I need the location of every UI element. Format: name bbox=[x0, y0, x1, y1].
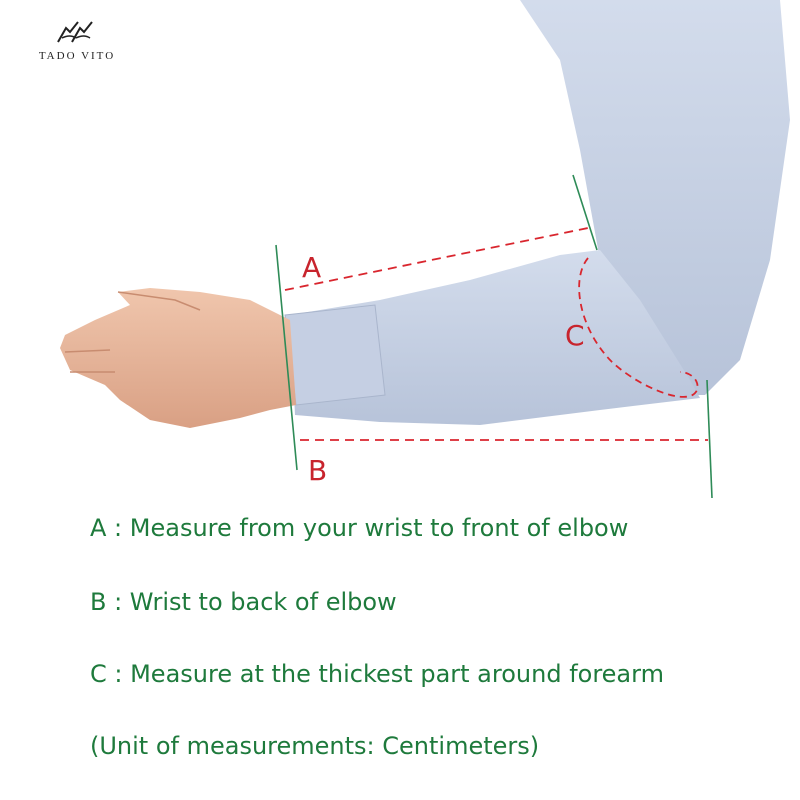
shirt-cuff bbox=[285, 305, 385, 405]
instruction-a: A : Measure from your wrist to front of elbow bbox=[90, 514, 629, 542]
hand bbox=[60, 288, 296, 428]
label-c: C bbox=[565, 319, 585, 352]
label-a: A bbox=[302, 251, 322, 284]
label-b: B bbox=[308, 454, 328, 487]
instruction-b: B : Wrist to back of elbow bbox=[90, 588, 397, 616]
brand-name: TADO VITO bbox=[38, 50, 116, 62]
instruction-c: C : Measure at the thickest part around forearm bbox=[90, 660, 664, 688]
elbow-back-guide-line bbox=[707, 380, 712, 498]
unit-note: (Unit of measurements: Centimeters) bbox=[90, 732, 540, 760]
